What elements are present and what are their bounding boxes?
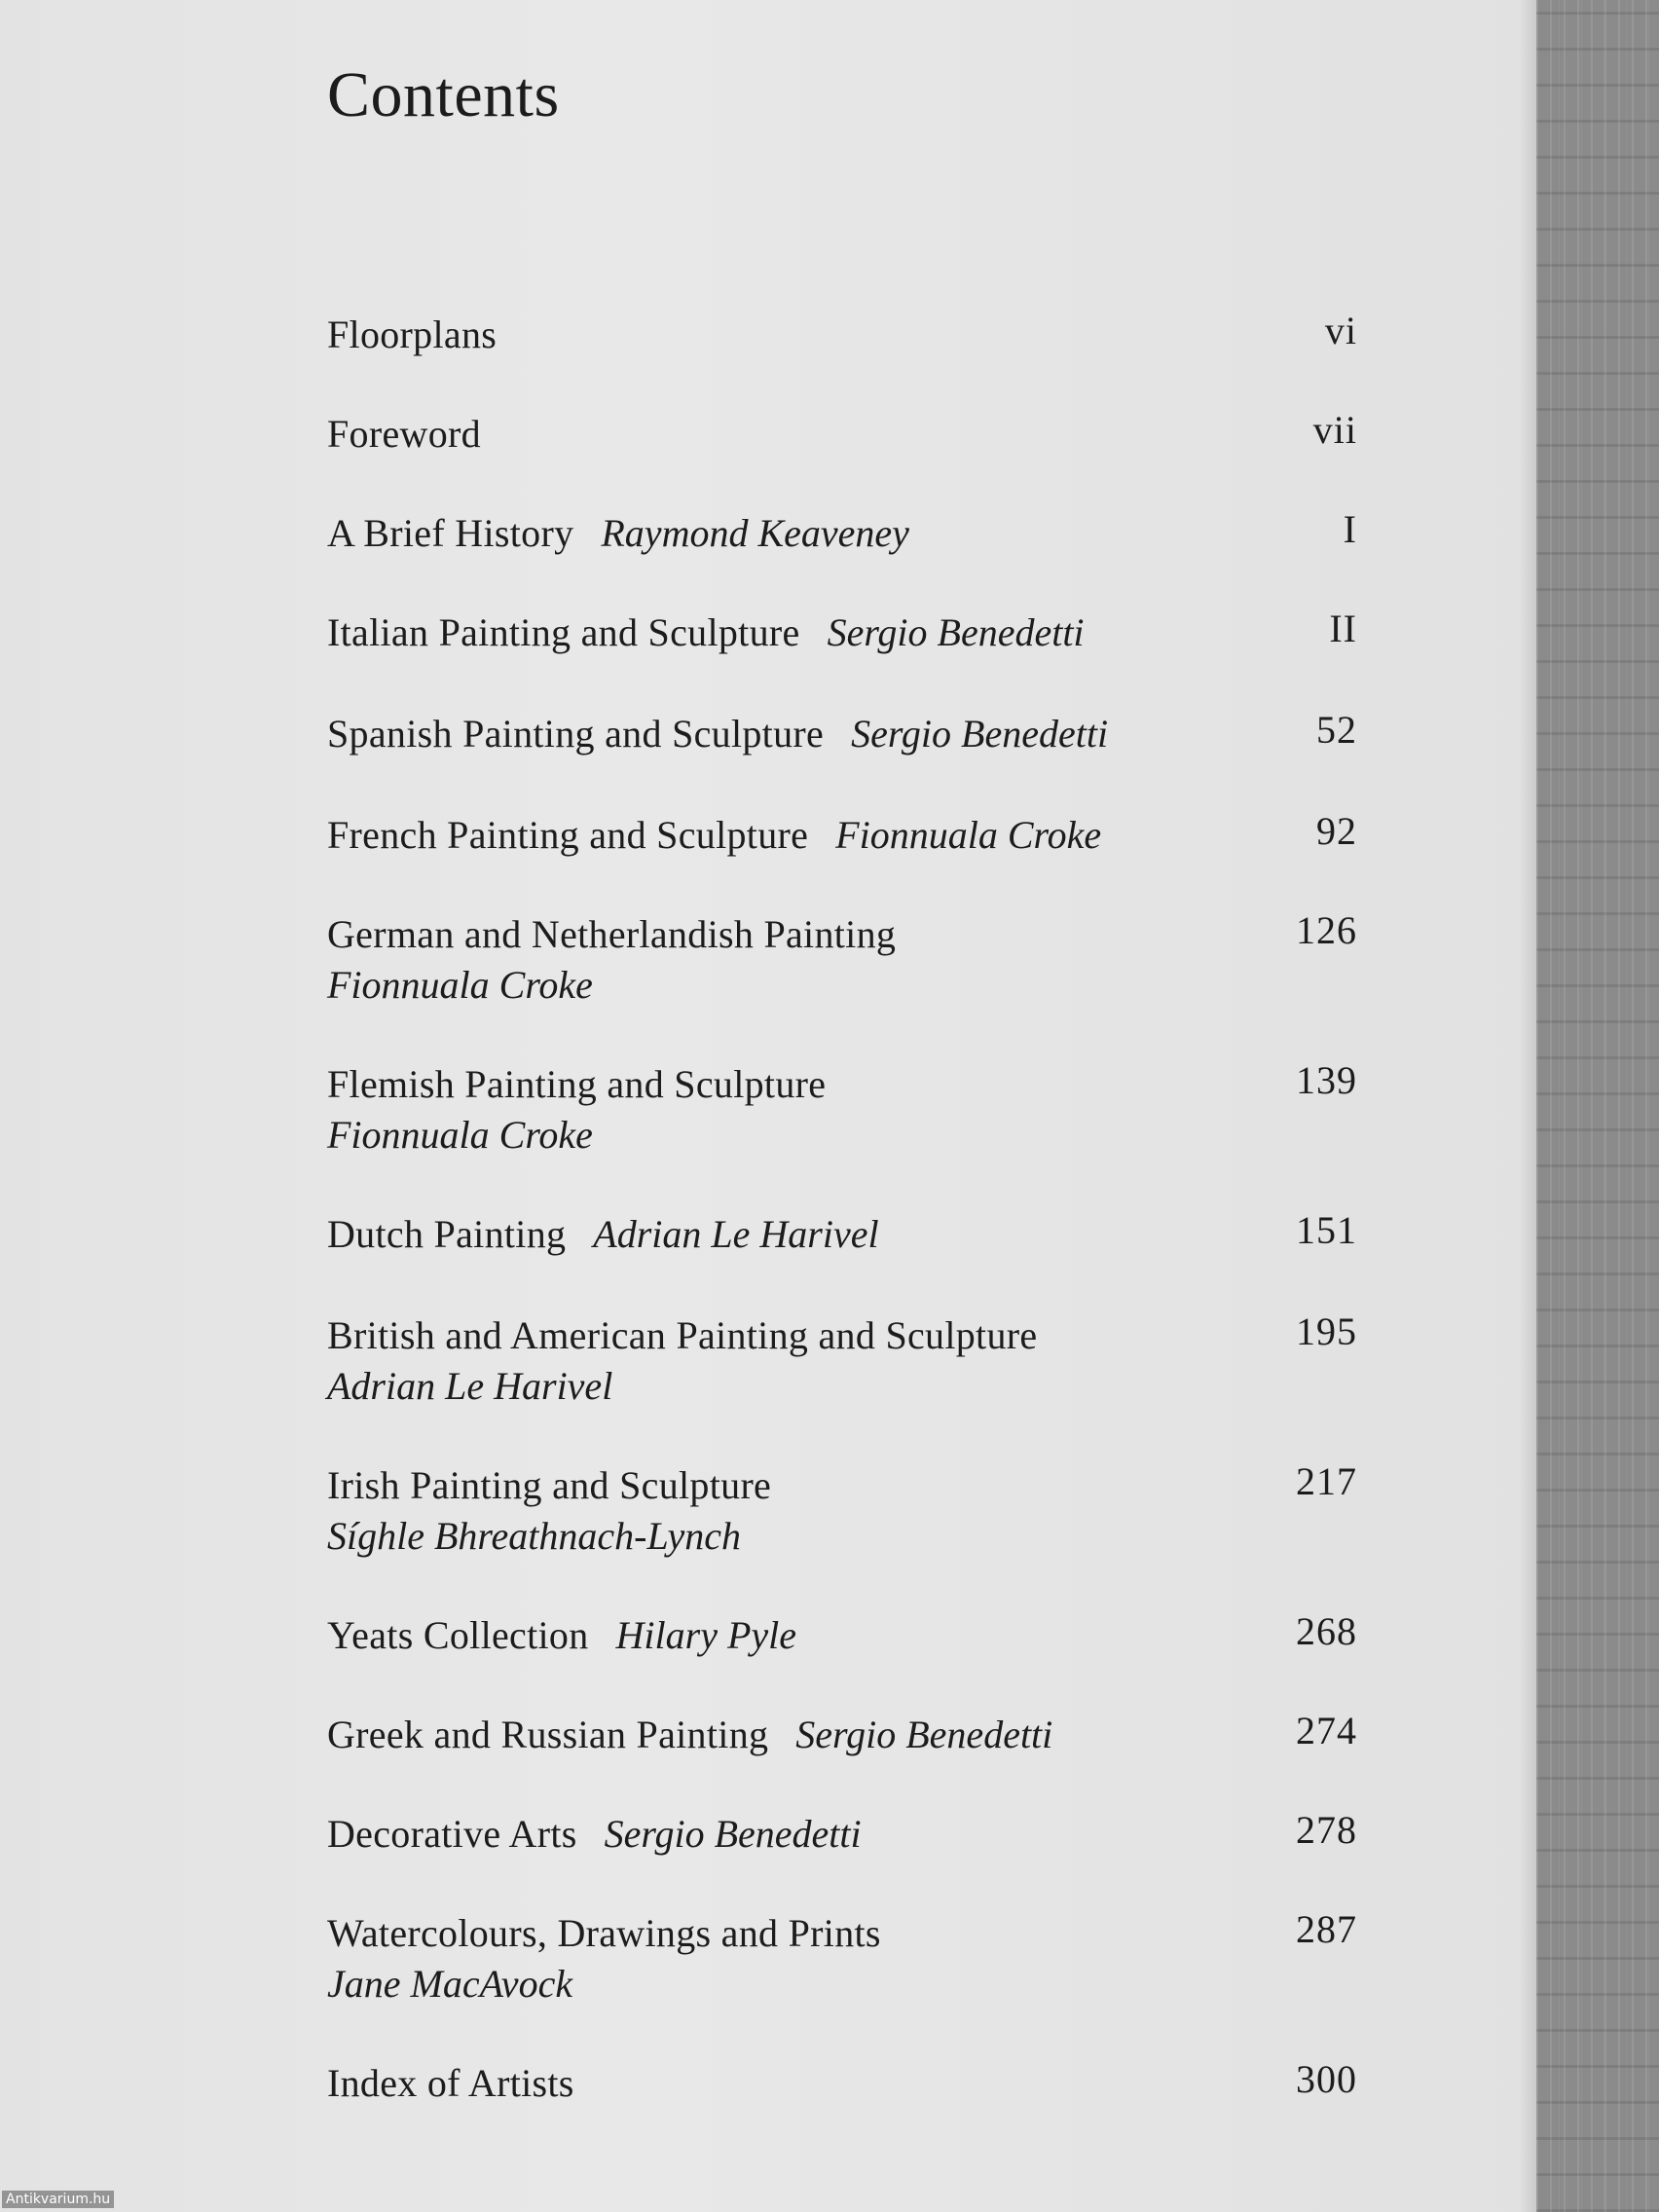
toc-entry-index-of-artists bbox=[327, 2058, 1357, 2109]
entry-author: Sergio Benedetti bbox=[827, 610, 1085, 654]
textured-backdrop bbox=[1536, 0, 1659, 2212]
entry-author: Hilary Pyle bbox=[615, 1613, 797, 1657]
toc-entry-brief-history bbox=[327, 508, 1357, 559]
page-number: 274 bbox=[1296, 1709, 1357, 1752]
page-number: 278 bbox=[1296, 1808, 1357, 1852]
entry-title: Yeats Collection bbox=[327, 1613, 589, 1657]
page-number: II bbox=[1329, 607, 1357, 650]
page-number: vii bbox=[1312, 408, 1357, 452]
toc-entry-italian bbox=[327, 608, 1357, 658]
entry-title: Spanish Painting and Sculpture bbox=[327, 712, 825, 756]
page-number: 151 bbox=[1296, 1208, 1357, 1252]
toc-entry-decorative-arts bbox=[327, 1809, 1357, 1860]
watermark: Antikvarium.hu bbox=[2, 2191, 114, 2208]
entry-author: Síghle Bhreathnach-Lynch bbox=[327, 1514, 741, 1558]
entry-author: Sergio Benedetti bbox=[795, 1713, 1053, 1756]
page-title: Contents bbox=[327, 59, 560, 130]
entry-author: Sergio Benedetti bbox=[604, 1812, 862, 1856]
page-number: I bbox=[1343, 507, 1357, 551]
entry-author: Sergio Benedetti bbox=[851, 712, 1109, 756]
entry-title: Greek and Russian Painting bbox=[327, 1713, 769, 1756]
entry-title: Italian Painting and Sculpture bbox=[327, 610, 800, 654]
toc-entry-floorplans bbox=[327, 310, 1357, 360]
entry-author: Jane MacAvock bbox=[327, 1962, 573, 2006]
toc-entry-greek-russian bbox=[327, 1710, 1357, 1760]
entry-title: French Painting and Sculpture bbox=[327, 813, 809, 857]
page-number: 52 bbox=[1316, 708, 1357, 752]
toc-entry-watercolours bbox=[327, 1908, 1357, 2009]
page-number: 287 bbox=[1296, 1907, 1357, 1951]
entry-title: Foreword bbox=[327, 412, 481, 456]
entry-title: Decorative Arts bbox=[327, 1812, 577, 1856]
toc-entry-yeats bbox=[327, 1610, 1357, 1661]
entry-author: Fionnuala Croke bbox=[327, 963, 593, 1007]
page-number: vi bbox=[1324, 309, 1357, 352]
entry-title: British and American Painting and Sculpture bbox=[327, 1313, 1038, 1357]
entry-author: Adrian Le Harivel bbox=[327, 1364, 613, 1408]
page-number: 217 bbox=[1296, 1459, 1357, 1503]
toc-entry-irish bbox=[327, 1460, 1357, 1562]
entry-title: A Brief History bbox=[327, 511, 574, 555]
page-number: 139 bbox=[1296, 1058, 1357, 1102]
page-number: 300 bbox=[1296, 2057, 1357, 2101]
toc-entry-flemish bbox=[327, 1059, 1357, 1161]
entry-author: Raymond Keaveney bbox=[601, 511, 909, 555]
entry-title: Irish Painting and Sculpture bbox=[327, 1463, 772, 1507]
toc-entry-british-american bbox=[327, 1310, 1357, 1412]
entry-author: Fionnuala Croke bbox=[327, 1113, 593, 1157]
page-number: 92 bbox=[1316, 809, 1357, 853]
toc-entry-german-netherlandish bbox=[327, 909, 1357, 1011]
toc-entry-dutch bbox=[327, 1209, 1357, 1260]
entry-author: Adrian Le Harivel bbox=[593, 1212, 879, 1256]
entry-title: Dutch Painting bbox=[327, 1212, 567, 1256]
toc-entry-foreword bbox=[327, 409, 1357, 460]
entry-author: Fionnuala Croke bbox=[835, 813, 1102, 857]
entry-title: Index of Artists bbox=[327, 2061, 574, 2105]
toc-entry-spanish bbox=[327, 709, 1357, 759]
page-number: 195 bbox=[1296, 1309, 1357, 1353]
entry-title: German and Netherlandish Painting bbox=[327, 912, 897, 956]
entry-title: Watercolours, Drawings and Prints bbox=[327, 1911, 881, 1955]
page-number: 268 bbox=[1296, 1609, 1357, 1653]
entry-title: Flemish Painting and Sculpture bbox=[327, 1062, 827, 1106]
page-number: 126 bbox=[1296, 908, 1357, 952]
entry-title: Floorplans bbox=[327, 313, 498, 356]
toc-entry-french bbox=[327, 810, 1357, 861]
